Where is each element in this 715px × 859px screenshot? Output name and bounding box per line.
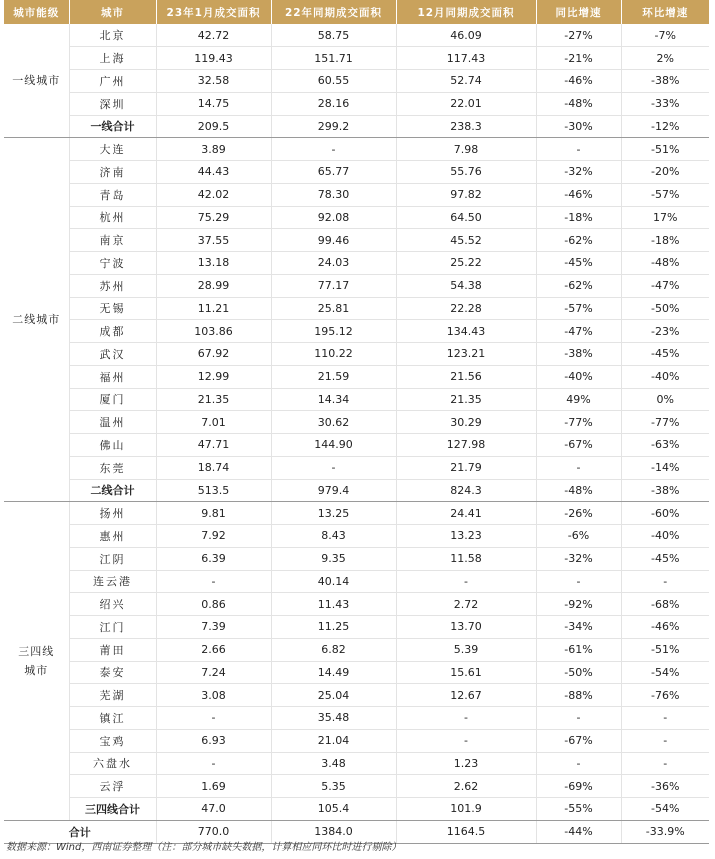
city-name-cell: 扬州 [69,502,156,525]
mom-growth-cell: -63% [621,434,709,457]
jan-area-cell: 119.43 [156,47,271,70]
mom-growth-cell: 17% [621,206,709,229]
table-row [4,434,709,457]
subtotal-yoy-growth-cell: -55% [536,798,621,821]
last-year-area-cell: 6.82 [271,638,396,661]
city-name-cell: 厦门 [69,388,156,411]
city-name-cell: 福州 [69,365,156,388]
table-row [4,502,709,525]
city-name-cell: 杭州 [69,206,156,229]
jan-area-cell: 42.02 [156,183,271,206]
dec-area-cell: - [396,570,536,593]
yoy-growth-cell: -46% [536,183,621,206]
table-row [4,92,709,115]
jan-area-cell: 11.21 [156,297,271,320]
city-name-cell: 镇江 [69,707,156,730]
table-row [4,616,709,639]
city-transaction-area-table [4,0,709,844]
yoy-growth-cell: -88% [536,684,621,707]
jan-area-cell: 3.08 [156,684,271,707]
city-name-cell: 芜湖 [69,684,156,707]
yoy-growth-cell: -69% [536,775,621,798]
header-mom-growth: 环比增速 [621,0,709,24]
mom-growth-cell: -77% [621,411,709,434]
table-row [4,525,709,548]
mom-growth-cell: -68% [621,593,709,616]
dec-area-cell: 64.50 [396,206,536,229]
city-name-cell: 六盘水 [69,752,156,775]
last-year-area-cell: 3.48 [271,752,396,775]
header-jan-area: 23年1月成交面积 [156,0,271,24]
last-year-area-cell: 78.30 [271,183,396,206]
yoy-growth-cell: -67% [536,434,621,457]
dec-area-cell: - [396,707,536,730]
yoy-growth-cell: -18% [536,206,621,229]
table-row [4,274,709,297]
table-row [4,320,709,343]
last-year-area-cell: 5.35 [271,775,396,798]
table-row [4,570,709,593]
grand-total-dec-area-cell: 1164.5 [396,820,536,843]
yoy-growth-cell: -47% [536,320,621,343]
jan-area-cell: 6.93 [156,729,271,752]
jan-area-cell: 14.75 [156,92,271,115]
yoy-growth-cell: - [536,707,621,730]
mom-growth-cell: -36% [621,775,709,798]
city-name-cell: 广州 [69,70,156,93]
dec-area-cell: 25.22 [396,252,536,275]
yoy-growth-cell: -45% [536,252,621,275]
subtotal-row [4,115,709,138]
city-name-cell: 北京 [69,24,156,47]
last-year-area-cell: - [271,456,396,479]
table-body [4,24,709,843]
jan-area-cell: 7.39 [156,616,271,639]
jan-area-cell: 3.89 [156,138,271,161]
last-year-area-cell: - [271,138,396,161]
jan-area-cell: 9.81 [156,502,271,525]
jan-area-cell: 44.43 [156,161,271,184]
last-year-area-cell: 8.43 [271,525,396,548]
mom-growth-cell: -51% [621,638,709,661]
header-city-tier: 城市能级 [4,0,69,24]
subtotal-row [4,798,709,821]
dec-area-cell: 5.39 [396,638,536,661]
yoy-growth-cell: -62% [536,229,621,252]
mom-growth-cell: - [621,707,709,730]
subtotal-last-year-area-cell: 299.2 [271,115,396,138]
table-row [4,593,709,616]
mom-growth-cell: -50% [621,297,709,320]
dec-area-cell: 30.29 [396,411,536,434]
mom-growth-cell: -45% [621,343,709,366]
last-year-area-cell: 25.81 [271,297,396,320]
table-row [4,24,709,47]
mom-growth-cell: -76% [621,684,709,707]
mom-growth-cell: - [621,570,709,593]
mom-growth-cell: -23% [621,320,709,343]
grand-total-mom-growth-cell: -33.9% [621,820,709,843]
last-year-area-cell: 11.43 [271,593,396,616]
last-year-area-cell: 14.34 [271,388,396,411]
table-row [4,161,709,184]
header-row [4,0,709,24]
mom-growth-cell: 0% [621,388,709,411]
grand-total-label: 合计 [4,820,156,843]
subtotal-last-year-area-cell: 105.4 [271,798,396,821]
last-year-area-cell: 24.03 [271,252,396,275]
last-year-area-cell: 195.12 [271,320,396,343]
dec-area-cell: 55.76 [396,161,536,184]
subtotal-label: 三四线合计 [69,798,156,821]
jan-area-cell: 13.18 [156,252,271,275]
jan-area-cell: 12.99 [156,365,271,388]
city-name-cell: 佛山 [69,434,156,457]
jan-area-cell: 7.92 [156,525,271,548]
dec-area-cell: 21.56 [396,365,536,388]
table-row [4,206,709,229]
table-row [4,343,709,366]
yoy-growth-cell: -77% [536,411,621,434]
dec-area-cell: 46.09 [396,24,536,47]
city-name-cell: 宝鸡 [69,729,156,752]
jan-area-cell: 6.39 [156,547,271,570]
yoy-growth-cell: -46% [536,70,621,93]
mom-growth-cell: -51% [621,138,709,161]
city-name-cell: 宁波 [69,252,156,275]
dec-area-cell: 1.23 [396,752,536,775]
city-name-cell: 泰安 [69,661,156,684]
header-city: 城市 [69,0,156,24]
mom-growth-cell: -47% [621,274,709,297]
mom-growth-cell: -7% [621,24,709,47]
city-name-cell: 大连 [69,138,156,161]
yoy-growth-cell: -92% [536,593,621,616]
dec-area-cell: 2.62 [396,775,536,798]
jan-area-cell: 37.55 [156,229,271,252]
last-year-area-cell: 151.71 [271,47,396,70]
table-row [4,775,709,798]
last-year-area-cell: 35.48 [271,707,396,730]
header-dec-area: 12月同期成交面积 [396,0,536,24]
table-row [4,638,709,661]
last-year-area-cell: 28.16 [271,92,396,115]
last-year-area-cell: 21.04 [271,729,396,752]
yoy-growth-cell: - [536,138,621,161]
subtotal-row [4,479,709,502]
last-year-area-cell: 14.49 [271,661,396,684]
jan-area-cell: 1.69 [156,775,271,798]
subtotal-jan-area-cell: 47.0 [156,798,271,821]
jan-area-cell: 2.66 [156,638,271,661]
subtotal-dec-area-cell: 824.3 [396,479,536,502]
mom-growth-cell: -20% [621,161,709,184]
city-tier-cell [4,502,69,821]
jan-area-cell: - [156,570,271,593]
last-year-area-cell: 60.55 [271,70,396,93]
header-yoy-growth: 同比增速 [536,0,621,24]
dec-area-cell: 22.28 [396,297,536,320]
table-row [4,70,709,93]
city-tier-label-line: 三四线 [18,645,55,658]
city-tier-cell: 二线城市 [4,138,69,502]
city-name-cell: 南京 [69,229,156,252]
dec-area-cell: 2.72 [396,593,536,616]
subtotal-jan-area-cell: 209.5 [156,115,271,138]
mom-growth-cell: -18% [621,229,709,252]
dec-area-cell: 97.82 [396,183,536,206]
city-name-cell: 绍兴 [69,593,156,616]
last-year-area-cell: 99.46 [271,229,396,252]
city-name-cell: 温州 [69,411,156,434]
jan-area-cell: 21.35 [156,388,271,411]
city-name-cell: 青岛 [69,183,156,206]
table-row [4,547,709,570]
mom-growth-cell: -40% [621,365,709,388]
city-tier-label-line: 城市 [24,664,49,677]
subtotal-yoy-growth-cell: -30% [536,115,621,138]
jan-area-cell: 28.99 [156,274,271,297]
yoy-growth-cell: -27% [536,24,621,47]
yoy-growth-cell: -48% [536,92,621,115]
subtotal-dec-area-cell: 101.9 [396,798,536,821]
last-year-area-cell: 13.25 [271,502,396,525]
grand-total-jan-area-cell: 770.0 [156,820,271,843]
dec-area-cell: 22.01 [396,92,536,115]
last-year-area-cell: 65.77 [271,161,396,184]
yoy-growth-cell: -34% [536,616,621,639]
table-row [4,456,709,479]
table-row [4,252,709,275]
mom-growth-cell: -14% [621,456,709,479]
last-year-area-cell: 30.62 [271,411,396,434]
last-year-area-cell: 92.08 [271,206,396,229]
city-tier-cell: 一线城市 [4,24,69,138]
yoy-growth-cell: 49% [536,388,621,411]
header-last-year-area: 22年同期成交面积 [271,0,396,24]
city-name-cell: 江阴 [69,547,156,570]
table-row [4,729,709,752]
dec-area-cell: 134.43 [396,320,536,343]
jan-area-cell: 0.86 [156,593,271,616]
yoy-growth-cell: -62% [536,274,621,297]
mom-growth-cell: -57% [621,183,709,206]
city-name-cell: 云浮 [69,775,156,798]
dec-area-cell: 117.43 [396,47,536,70]
table-row [4,684,709,707]
yoy-growth-cell: -32% [536,161,621,184]
jan-area-cell: 47.71 [156,434,271,457]
table-row [4,707,709,730]
jan-area-cell: - [156,752,271,775]
yoy-growth-cell: -6% [536,525,621,548]
source-note: 数据来源：Wind，西南证券整理（注：部分城市缺失数据，计算相应同环比时进行剔除） [6,842,402,853]
yoy-growth-cell: -32% [536,547,621,570]
mom-growth-cell: -46% [621,616,709,639]
jan-area-cell: 67.92 [156,343,271,366]
jan-area-cell: 7.01 [156,411,271,434]
yoy-growth-cell: -38% [536,343,621,366]
dec-area-cell: 52.74 [396,70,536,93]
grand-total-last-year-area-cell: 1384.0 [271,820,396,843]
last-year-area-cell: 40.14 [271,570,396,593]
table-row [4,47,709,70]
city-name-cell: 深圳 [69,92,156,115]
yoy-growth-cell: - [536,570,621,593]
dec-area-cell: 13.70 [396,616,536,639]
city-name-cell: 成都 [69,320,156,343]
city-name-cell: 东莞 [69,456,156,479]
jan-area-cell: 103.86 [156,320,271,343]
dec-area-cell: 13.23 [396,525,536,548]
yoy-growth-cell: -21% [536,47,621,70]
mom-growth-cell: -60% [621,502,709,525]
yoy-growth-cell: -40% [536,365,621,388]
mom-growth-cell: -45% [621,547,709,570]
dec-area-cell: 54.38 [396,274,536,297]
dec-area-cell: 127.98 [396,434,536,457]
table-row [4,229,709,252]
subtotal-label: 二线合计 [69,479,156,502]
mom-growth-cell: -40% [621,525,709,548]
jan-area-cell: - [156,707,271,730]
table-row [4,138,709,161]
dec-area-cell: 24.41 [396,502,536,525]
subtotal-mom-growth-cell: -38% [621,479,709,502]
yoy-growth-cell: - [536,456,621,479]
city-name-cell: 无锡 [69,297,156,320]
subtotal-label: 一线合计 [69,115,156,138]
subtotal-yoy-growth-cell: -48% [536,479,621,502]
mom-growth-cell: -48% [621,252,709,275]
dec-area-cell: 21.35 [396,388,536,411]
yoy-growth-cell: -26% [536,502,621,525]
last-year-area-cell: 25.04 [271,684,396,707]
last-year-area-cell: 110.22 [271,343,396,366]
dec-area-cell: 123.21 [396,343,536,366]
city-name-cell: 济南 [69,161,156,184]
table-row [4,297,709,320]
table-row [4,365,709,388]
jan-area-cell: 42.72 [156,24,271,47]
last-year-area-cell: 144.90 [271,434,396,457]
last-year-area-cell: 21.59 [271,365,396,388]
table-row [4,411,709,434]
dec-area-cell: 15.61 [396,661,536,684]
table-row [4,752,709,775]
mom-growth-cell: -38% [621,70,709,93]
mom-growth-cell: 2% [621,47,709,70]
dec-area-cell: 45.52 [396,229,536,252]
mom-growth-cell: -33% [621,92,709,115]
subtotal-dec-area-cell: 238.3 [396,115,536,138]
subtotal-jan-area-cell: 513.5 [156,479,271,502]
yoy-growth-cell: -57% [536,297,621,320]
city-name-cell: 武汉 [69,343,156,366]
grand-total-yoy-growth-cell: -44% [536,820,621,843]
jan-area-cell: 7.24 [156,661,271,684]
city-name-cell: 莆田 [69,638,156,661]
last-year-area-cell: 11.25 [271,616,396,639]
last-year-area-cell: 58.75 [271,24,396,47]
dec-area-cell: - [396,729,536,752]
mom-growth-cell: - [621,752,709,775]
subtotal-mom-growth-cell: -12% [621,115,709,138]
yoy-growth-cell: -50% [536,661,621,684]
mom-growth-cell: - [621,729,709,752]
mom-growth-cell: -54% [621,661,709,684]
dec-area-cell: 21.79 [396,456,536,479]
city-name-cell: 江门 [69,616,156,639]
dec-area-cell: 12.67 [396,684,536,707]
city-name-cell: 连云港 [69,570,156,593]
jan-area-cell: 32.58 [156,70,271,93]
last-year-area-cell: 77.17 [271,274,396,297]
city-name-cell: 惠州 [69,525,156,548]
table-row [4,388,709,411]
city-name-cell: 苏州 [69,274,156,297]
table-row [4,661,709,684]
table-row [4,183,709,206]
dec-area-cell: 11.58 [396,547,536,570]
data-table-container [4,0,709,844]
jan-area-cell: 18.74 [156,456,271,479]
last-year-area-cell: 9.35 [271,547,396,570]
yoy-growth-cell: - [536,752,621,775]
jan-area-cell: 75.29 [156,206,271,229]
subtotal-mom-growth-cell: -54% [621,798,709,821]
dec-area-cell: 7.98 [396,138,536,161]
subtotal-last-year-area-cell: 979.4 [271,479,396,502]
yoy-growth-cell: -67% [536,729,621,752]
city-name-cell: 上海 [69,47,156,70]
yoy-growth-cell: -61% [536,638,621,661]
